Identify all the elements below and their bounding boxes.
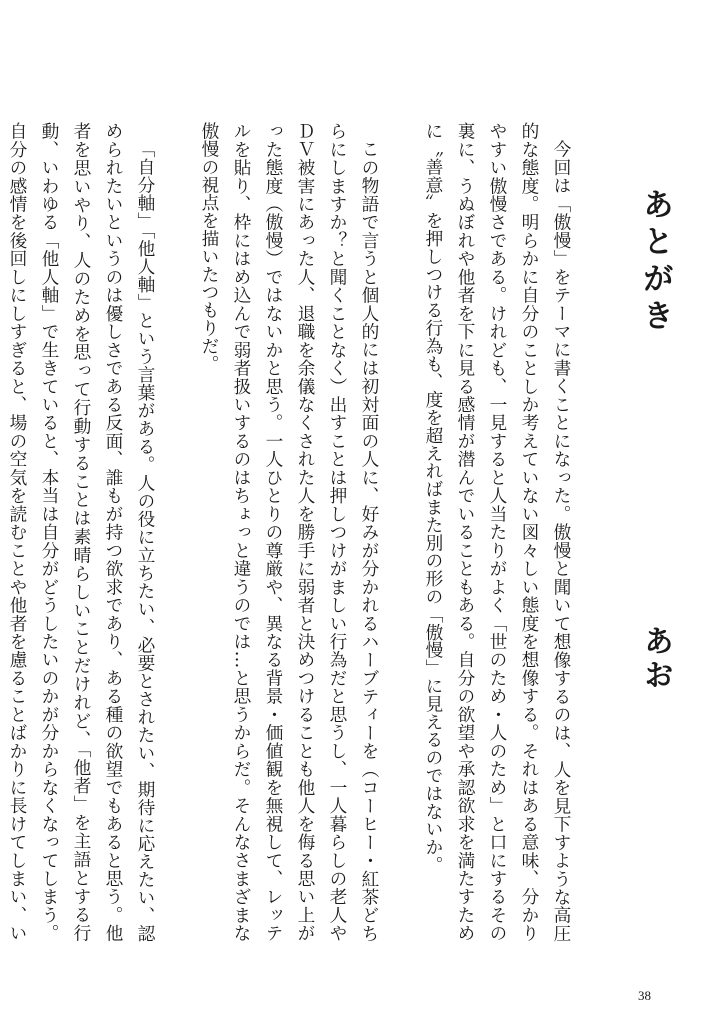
author-name: あお — [638, 625, 673, 693]
afterword-body — [7, 122, 577, 942]
paragraph-1: 今回は「傲慢」をテーマに書くことになった。傲慢と聞いて想像するのは、人を見下すような高圧的な態度。明らかに自分のことしか考えていない図々しい態度を想像する。それはある意味、分かりやすい傲慢さである。けれども、一見すると人当たりがよく「世のため・人のため」と口にするその裏に、うぬぼれや他者を下に見る感情が潜んでいることもある。自分の欲望や承認欲求を満たすために〝善意〟を押しつける行為も、度を超えればまた別の形の「傲慢」に見えるのではないか。 — [423, 122, 571, 942]
paragraph-gap — [161, 122, 193, 942]
page-number: 38 — [638, 988, 651, 1003]
paragraph-2: この物語で言うと個人的には初対面の人に、好みが分かれるハーブティーを（コーヒー・紅茶どちらにしますか？と聞くことなく）出すことは押しつけがましい行為だと思うし、一人暮らしの老人やＤＶ被害にあった人、退職を余儀なくされた人を勝手に弱者と決めつけることも他人を侮る思い上がった態度（傲慢）ではないかと思う。一人ひとりの尊厳や、異なる背景・価値観を無視して、レッテルを貼り、枠にはめ込んで弱者扱いするのはちょっと違うのでは…と思うからだ。そんなさまざまな傲慢の視点を描いたつもりだ。 — [199, 122, 379, 942]
afterword-title: あとがき — [637, 188, 673, 336]
paragraph-3: 「自分軸」「他人軸」という言葉がある。人の役に立ちたい、必要とされたい、期待に応えたい、認められたいというのは優しさである反面、誰もが持つ欲求であり、ある種の欲望でもあると思う。他者を思いやり、人のためを思って行動することは素晴らしいことだけれど、「他者」を主語とする行動、いわゆる「他人軸」で生きていると、本当は自分がどうしたいのかが分からなくなってしまう。自分の感情を後回しにしすぎると、場の空気を読むことや他者を慮ることばかりに長けてしまい、い — [7, 122, 155, 942]
paragraph-gap — [385, 122, 417, 942]
